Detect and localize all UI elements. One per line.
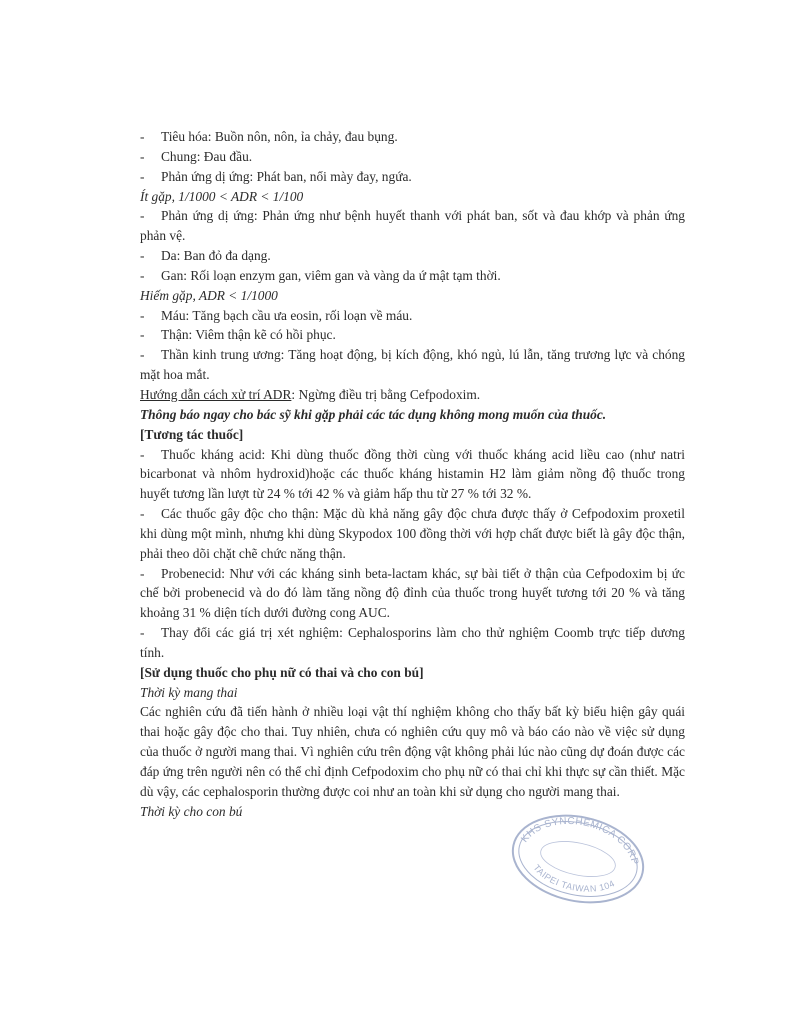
bullet-dash: - [140, 168, 145, 184]
stamp-text-bottom: TAIPEI TAIWAN 104 [531, 862, 617, 894]
side-effect-item: - Thận: Viêm thận kẽ có hồi phục. [140, 325, 685, 345]
frequency-heading-uncommon: Ít gặp, 1/1000 < ADR < 1/100 [140, 188, 304, 204]
stamp-ring [508, 813, 648, 905]
section-heading-pregnancy: [Sử dụng thuốc cho phụ nữ có thai và cho con bú] [140, 664, 424, 680]
side-effect-item: - Chung: Đau đầu. [140, 147, 685, 167]
section-heading-interactions: [Tương tác thuốc] [140, 426, 244, 442]
side-effect-item: - Thần kinh trung ương: Tăng hoạt động, bị kích động, khó ngủ, lú lẫn, tăng trương lực và chóng mặt hoa mắt. [140, 347, 685, 383]
side-effect-item: - Da: Ban đỏ đa dạng. [140, 246, 685, 266]
adr-guidance [140, 385, 685, 405]
side-effect-item: - Phản ứng dị ứng: Phát ban, nổi mày đay, ngứa. [140, 167, 685, 187]
bullet-dash: - [140, 267, 145, 283]
subheading-pregnancy: Thời kỳ mang thai [140, 684, 238, 700]
notify-doctor-notice: Thông báo ngay cho bác sỹ khi gặp phải các tác dụng không mong muốn của thuốc. [140, 406, 607, 422]
bullet-dash: - [140, 248, 145, 264]
bullet-dash: - [140, 625, 145, 641]
side-effect-item: - Gan: Rối loạn enzym gan, viêm gan và vàng da ứ mật tạm thời. [140, 266, 685, 286]
bullet-dash: - [140, 327, 145, 343]
bullet-dash: - [140, 506, 145, 522]
frequency-heading-rare: Hiếm gặp, ADR < 1/1000 [140, 287, 278, 303]
interaction-item: - Thay đổi các giá trị xét nghiệm: Cephalosporins làm cho thử nghiệm Coomb trực tiếp dương tính. [140, 625, 685, 660]
bullet-dash: - [140, 208, 145, 224]
bullet-dash: - [140, 347, 145, 363]
bullet-dash: - [140, 446, 145, 462]
company-stamp [508, 813, 648, 905]
bullet-dash: - [140, 307, 145, 323]
interaction-item: - Probenecid: Như với các kháng sinh beta-lactam khác, sự bài tiết ở thận của Cefpodoxim bị ức chế bởi probenecid và do đó làm tăng nồng độ đỉnh của thuốc trong huyết tương tới 20 % và tăng khoảng 31 % diện tích dưới đường cong AUC. [140, 565, 685, 621]
interaction-item: - Các thuốc gây độc cho thận: Mặc dù khả năng gây độc chưa được thấy ở Cefpodoxim proxetil khi dùng một mình, nhưng khi dùng Skypodox 100 đồng thời với hợp chất được biết là gây độc thận, phải theo dõi chặt chẽ chức năng thận. [140, 506, 685, 561]
subheading-breastfeeding: Thời kỳ cho con bú [140, 803, 243, 819]
bullet-dash: - [140, 148, 145, 164]
bullet-dash: - [140, 565, 145, 581]
interaction-item: - Thuốc kháng acid: Khi dùng thuốc đồng thời cùng với thuốc kháng acid liều cao (như natri bicarbonat và nhôm hydroxid)hoặc các thuốc kháng histamin H2 làm giảm nồng độ thuốc trong huyết tương lần lượt từ 24 % tới 42 % và giảm hấp thu từ 27 % tới 32 %. [140, 446, 685, 502]
stamp-text-top: KHS SYNCHEMICA CORP [519, 815, 641, 867]
document-body [140, 127, 685, 822]
bullet-dash: - [140, 129, 145, 144]
side-effect-item: - Tiêu hóa: Buồn nôn, nôn, ỉa chảy, đau bụng. [140, 127, 685, 147]
pregnancy-paragraph: Các nghiên cứu đã tiến hành ở nhiều loại vật thí nghiệm không cho thấy bất kỳ biểu hiện gây quái thai hoặc gây độc cho thai. Tuy nhiên, chưa có nghiên cứu quy mô và báo cáo nào về việc sử dụng của thuốc ở người mang thai. Vì nghiên cứu trên động vật không phải lúc nào cũng dự đoán được các đáp ứng trên người nên có thể chỉ định Cefpodoxim cho phụ nữ có thai chỉ khi thực sự cần thiết. Mặc dù vậy, các cephalosporin thường được coi như an toàn khi sử dụng cho người mang thai. [140, 704, 685, 799]
side-effect-item: - Phản ứng dị ứng: Phản ứng như bệnh huyết thanh với phát ban, sốt và đau khớp và phản ứng phản vệ. [140, 208, 685, 244]
side-effect-item: - Máu: Tăng bạch cầu ưa eosin, rối loạn về máu. [140, 306, 685, 326]
adr-guidance-text: : Ngừng điều trị bằng Cefpodoxim. [291, 386, 481, 402]
adr-guidance-label: Hướng dẫn cách xử trí ADR [140, 386, 292, 402]
